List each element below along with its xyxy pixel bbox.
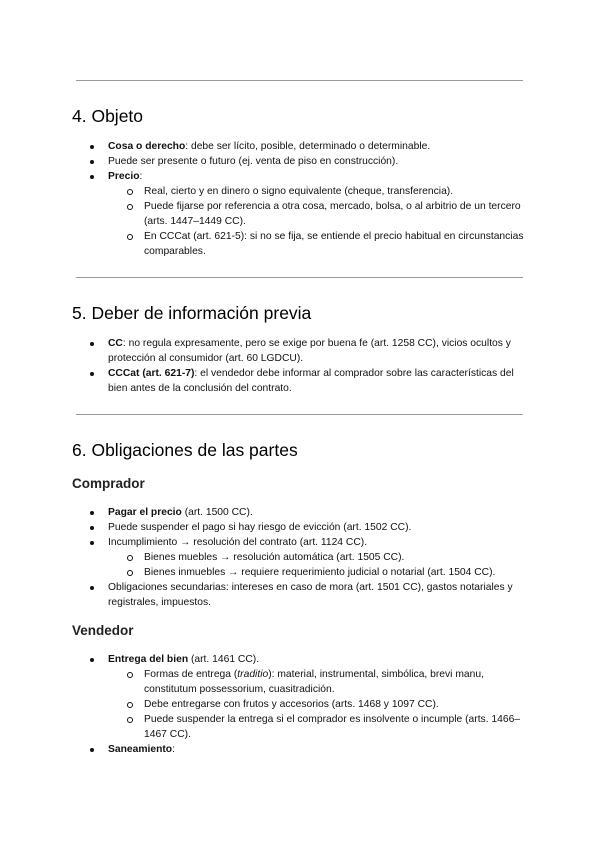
list-item: Cosa o derecho: debe ser lícito, posible, determinado o determinable. <box>72 139 532 154</box>
vendedor-list <box>72 652 532 757</box>
section-divider <box>76 277 523 278</box>
section-4-list <box>72 139 532 259</box>
sub-list-item: Bienes muebles → resolución automática (art. 1505 CC). <box>72 550 532 565</box>
list-item: Incumplimiento → resolución del contrato (art. 1124 CC). <box>72 535 532 550</box>
list-item: Puede suspender el pago si hay riesgo de evicción (art. 1502 CC). <box>72 520 532 535</box>
sub-list-item: Bienes inmuebles → requiere requerimiento judicial o notarial (art. 1504 CC). <box>72 565 532 580</box>
sub-list-item: Real, cierto y en dinero o signo equivalente (cheque, transferencia). <box>72 184 532 199</box>
section-5-heading: 5. Deber de información previa <box>72 303 312 323</box>
list-item: Obligaciones secundarias: intereses en caso de mora (art. 1501 CC), gastos notariales y registrales, impuestos. <box>72 580 532 610</box>
comprador-list <box>72 505 532 610</box>
list-item: Entrega del bien (art. 1461 CC). <box>72 652 532 667</box>
sub-list-item: Puede suspender la entrega si el comprador es insolvente o incumple (arts. 1466–1467 CC). <box>72 712 532 742</box>
list-item: Saneamiento: <box>72 742 532 757</box>
section-6-heading: 6. Obligaciones de las partes <box>72 440 298 460</box>
list-item: CC: no regula expresamente, pero se exige por buena fe (art. 1258 CC), vicios ocultos y protección al consumidor (art. 60 LGDCU). <box>72 336 532 366</box>
list-item: Pagar el precio (art. 1500 CC). <box>72 505 532 520</box>
list-item: Puede ser presente o futuro (ej. venta de piso en construcción). <box>72 154 532 169</box>
list-item: CCCat (art. 621-7): el vendedor debe informar al comprador sobre las características del bien antes de la conclusión del contrato. <box>72 366 532 396</box>
sub-list-item: Puede fijarse por referencia a otra cosa, mercado, bolsa, o al arbitrio de un tercero (arts. 1447–1449 CC). <box>72 199 532 229</box>
section-4-heading: 4. Objeto <box>72 106 144 126</box>
comprador-heading: Comprador <box>72 476 145 491</box>
sub-list-item: En CCCat (art. 621-5): si no se fija, se entiende el precio habitual en circunstancias comparables. <box>72 229 532 259</box>
sub-list-item: Debe entregarse con frutos y accesorios (arts. 1468 y 1097 CC). <box>72 697 532 712</box>
sub-list-item: Formas de entrega (traditio): material, instrumental, simbólica, brevi manu, constitutum possessorium, cuasitradición. <box>72 667 532 697</box>
list-item: Precio: <box>72 169 532 184</box>
section-divider <box>76 80 523 81</box>
section-divider <box>76 414 523 415</box>
vendedor-heading: Vendedor <box>72 623 134 638</box>
section-5-list <box>72 336 532 396</box>
